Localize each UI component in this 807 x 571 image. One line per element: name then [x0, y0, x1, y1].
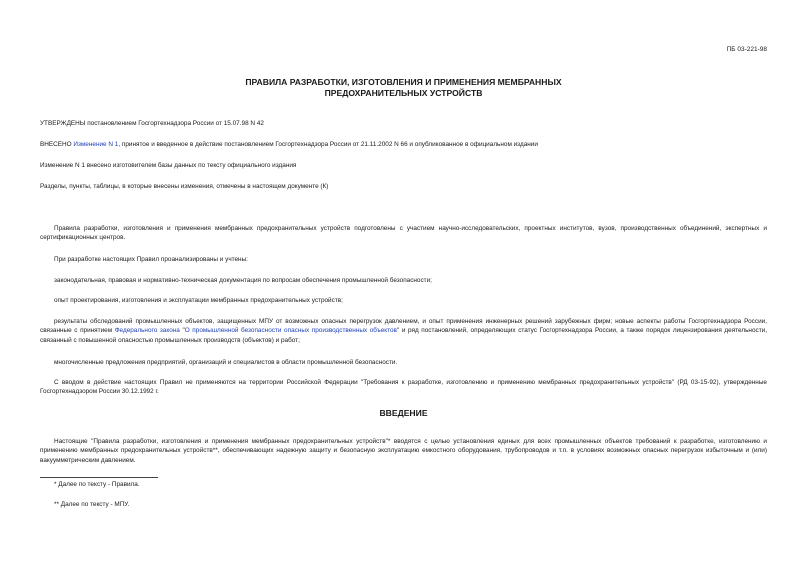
para5-text-2: " [179, 327, 185, 335]
section-heading: ВВЕДЕНИЕ [379, 408, 428, 418]
federal-law-link[interactable]: Федерального закона [114, 327, 180, 335]
para5-text-3: " и ряд постановлений, определяющих статус Госгортехнадзора России, а также порядок лицензирования деятельности, связанный с повышенной опасностью промышленных производств (объектов) и работ; [40, 327, 767, 344]
sections-note: Разделы, пункты, таблицы, в которые внесены изменения, отмечены в настоящем документе (К) [40, 183, 329, 190]
para5-text-1: результаты обследований промышленных объектов, защищенных МПУ от возможных опасных перегрузок давлением, и опыт применения инженерных решений зарубежных фирм; новые аспекты работы Госгортехнадзора России, связанные с принятием [40, 318, 767, 335]
introduced-suffix: , принятое и введенное в действие постановлением Госгортехнадзора России от 21.11.2002 N 66 и опубликованное в официальном издании [118, 141, 538, 148]
change-1-link[interactable]: Изменение N 1 [73, 141, 119, 148]
approved-note: УТВЕРЖДЕНЫ постановлением Госгортехнадзора России от 15.07.98 N 42 [40, 120, 264, 127]
paragraph-8: Настоящие "Правила разработки, изготовления и применения мембранных предохранительных устройств"* вводятся с целью установления единых для всех промышленных объектов требований к разработке, изготовлению и применению мембранных предохранительных устройств**, обеспечивающих надежную защиту и безопасную эксплуатацию емкостного оборудования, трубопроводов и т.п. в условиях возможных опасных перегрузок избыточным и (или) вакуумметрическим давлением. [40, 438, 767, 464]
paragraph-7: С вводом в действие настоящих Правил не применяются на территории Российской Федерации "Требования к разработке, изготовлению и применению мембранных предохранительных устройств" (РД 03-15-92), утвержденные Госгортехнадзором России 30.12.1992 г. [40, 379, 767, 396]
title-line-1: ПРАВИЛА РАЗРАБОТКИ, ИЗГОТОВЛЕНИЯ И ПРИМЕНЕНИЯ МЕМБРАННЫХ [245, 77, 562, 87]
introduced-note [40, 140, 767, 149]
title-line-2: ПРЕДОХРАНИТЕЛЬНЫХ УСТРОЙСТВ [324, 88, 483, 98]
industrial-safety-law-link[interactable]: О промышленной безопасности опасных производственных объектов [184, 327, 397, 335]
paragraph-6: многочисленные предложения предприятий, организаций и специалистов в области промышленной безопасности. [54, 359, 398, 366]
document-code: ПБ 03-221-98 [726, 46, 767, 53]
footnote-divider [40, 477, 158, 478]
footnote-2: ** Далее по тексту - МПУ. [54, 501, 130, 508]
document-title [0, 77, 807, 99]
paragraph-5 [40, 317, 767, 345]
introduced-prefix: ВНЕСЕНО [40, 141, 74, 148]
paragraph-2: При разработке настоящих Правил проанализированы и учтены: [54, 256, 248, 263]
change-note: Изменение N 1 внесено изготовителем базы данных по тексту официального издания [40, 162, 297, 169]
paragraph-3: законодательная, правовая и нормативно-техническая документация по вопросам обеспечения промышленной безопасности; [54, 277, 432, 284]
footnote-1: * Далее по тексту - Правила. [54, 481, 140, 488]
paragraph-1: Правила разработки, изготовления и применения мембранных предохранительных устройств подготовлены с участием научно-исследовательских, проектных институтов, вузов, производственных объединений, экспертных и сертификационных центров. [40, 225, 767, 242]
paragraph-4: опыт проектирования, изготовления и эксплуатации мембранных предохранительных устройств; [54, 297, 343, 304]
